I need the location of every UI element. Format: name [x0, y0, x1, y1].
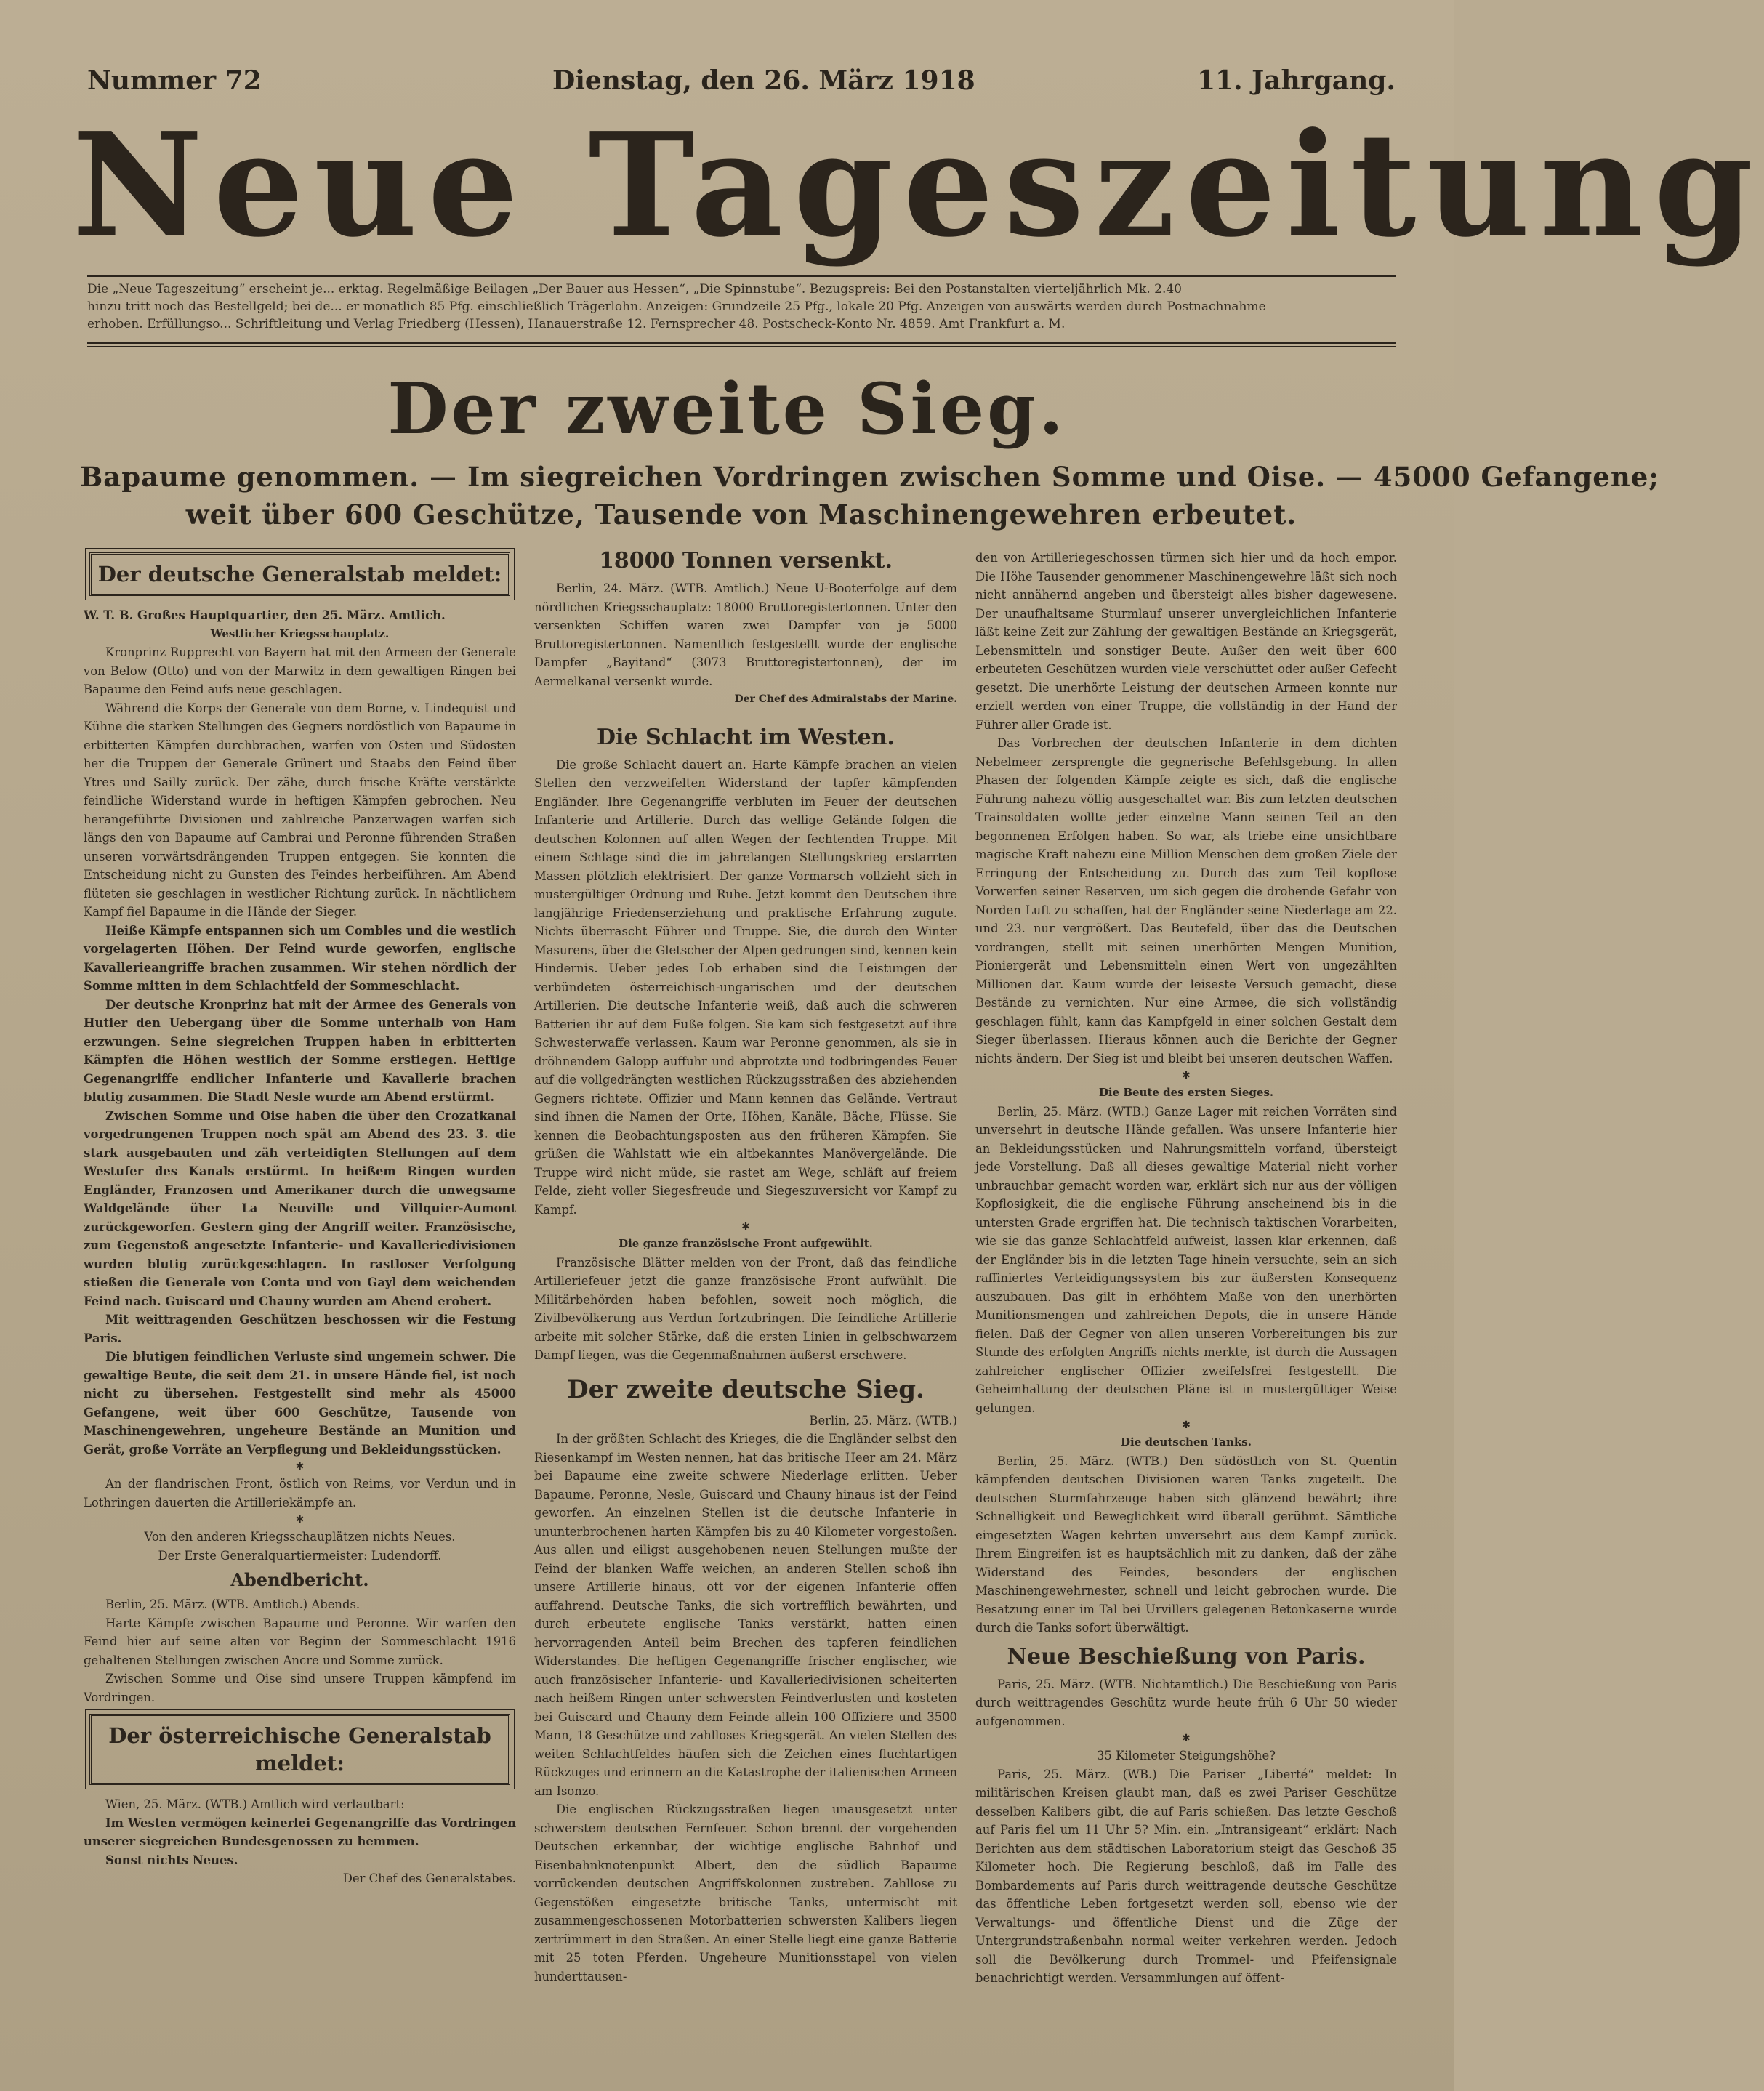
article-paragraph: Berlin, 25. März. (WTB.) Den südöstlich von St. Quentin kämpfenden deutschen Divisionen waren Tanks zugeteilt. Die deutschen Sturmfahrzeuge haben sich glänzend bewährt; ihre Schnelligkeit und Beweglichkeit wird überall gerühmt. Sämtliche eingesetzten Wagen kehrten unversehrt aus dem Kampf zurück. Ihrem Eingreifen ist es hauptsächlich mit zu danken, daß der zähe Widerstand des Feindes, besonders der englischen Maschinengewehrnester, schnell und leicht gebrochen wurde. Die Besatzung einer im Tal bei Urvillers gelegenen Betonkaserne wurde durch die Tanks sofort überwältigt. [975, 1454, 1397, 1635]
signature: Der Erste Generalquartiermeister: Ludendorff. [158, 1548, 442, 1563]
dateline: Berlin, 25. März. (WTB. Amtlich.) Abends. [105, 1598, 361, 1611]
publication-info-line: hinzu tritt noch das Bestellgeld; bei de... er monatlich 85 Pfg. einschließlich Trägerlohn. Anzeigen: Grundzeile 25 Pfg., lokale 20 Pfg. Anzeigen von auswärts werden durch Postnachnahme [87, 299, 1266, 314]
article-paragraph: Paris, 25. März. (WB.) Die Pariser „Liberté“ meldet: In militärischen Kreisen glaubt man, daß es zwei Pariser Geschütze desselben Kalibers gibt, die auf Paris schießen. Das letzte Geschoß auf Paris fiel um 11 Uhr 5? Min. ein. „Intransigeant“ erklärt: Nach Berichten aus dem städtischen Laboratorium steigt das Geschoß 35 Kilometer hoch. Die Regierung beschloß, daß im Falle des Bombardements auf Paris durch weittragende deutsche Geschütze das öffentliche Leben fortgesetzt werden soll, ebenso wie der Verwaltungs- und öffentliche Dienst und die Züge der Untergrundstraßenbahn normal weiter verkehren werden. Jedoch soll die Bevölkerung durch Trommel- und Pfeifensignale benachrichtigt werden. Versammlungen auf öffent- [975, 1767, 1397, 1985]
ornament-icon: ✱ [295, 1514, 305, 1526]
dateline: W. T. B. Großes Hauptquartier, den 25. März. Amtlich. [84, 608, 446, 622]
article-paragraph: Kronprinz Rupprecht von Bayern hat mit den Armeen der Generale von Below (Otto) und von der Marwitz in dem gewaltigen Ringen bei Bapaume den Feind aufs neue geschlagen. [84, 645, 516, 696]
article-paragraph: Das Vorbrechen der deutschen Infanterie in dem dichten Nebelmeer zersprengte die gegnerische Befehlsgebung. In allen Phasen der folgenden Kämpfe zeigte es sich, daß die englische Führung nahezu völlig ausgeschaltet war. Bis zum letzten deutschen Trainsoldaten wollte jeder einzelne Mann seinen Teil an den begonnenen Erfolgen haben. So war, als triebe eine unsichtbare magische Kraft nahezu eine Million Menschen dem großen Ziele der Erringung der Entscheidung zu. Durch das zum Teil kopflose Vorwerfen seiner Reserven, um sich gegen die drohende Gefahr von Norden Luft zu schaffen, hat der Engländer seine Niederlage am 22. und 23. nur vergrößert. Das Beutefeld, über das die Deutschen vordrangen, stellt mit seinen unerhörten Mengen Munition, Pioniergerät und Lebensmitteln einen Wert von ungezählten Millionen dar. Kaum wurde der leiseste Versuch gemacht, diese Bestände zu vernichten. Nur eine Armee, die sich vollständig geschlagen fühlt, kann das Kampfgeld in einer solchen Gestalt dem Sieger überlassen. Hieraus können auch die Berichte der Gegner nichts ändern. Der Sieg ist und bleibt bei unseren deutschen Waffen. [975, 736, 1397, 1065]
column-3 [975, 549, 1397, 2079]
box-heading-austrian-staff: Der österreichische Generalstab meldet: [89, 1714, 510, 1785]
box-heading-german-staff: Der deutsche Generalstab meldet: [89, 552, 510, 596]
signature: Der Chef des Generalstabes. [342, 1872, 516, 1885]
section-subhead: Die deutschen Tanks. [1121, 1435, 1252, 1449]
article-paragraph: Zwischen Somme und Oise sind unsere Truppen kämpfend im Vordringen. [84, 1672, 516, 1704]
article-paragraph: Wien, 25. März. (WTB.) Amtlich wird verlautbart: [105, 1797, 405, 1811]
article-paragraph: Berlin, 24. März. (WTB. Amtlich.) Neue U-Booterfolge auf dem nördlichen Kriegsschauplatz: 18000 Bruttoregistertonnen. Unter den versenkten Schiffen waren zwei Dampfer von je 5000 Bruttoregistertonnen. Namentlich festgestellt wurde der englische Dampfer „Bayitand“ (3073 Bruttoregistertonnen), der im Aermelkanal versenkt wurde. [534, 581, 957, 688]
article-paragraph: den von Artilleriegeschossen türmen sich hier und da hoch empor. Die Höhe Tausender genommener Maschinengewehre läßt sich noch nicht annähernd angeben und übersteigt alles bisher dagewesene. Der unaufhaltsame Sturmlauf unserer unvergleichlichen Infanterie läßt keine Zeit zur Zählung der gewaltigen Bestände an Kriegsgerät, Lebensmitteln und sonstiger Beute. Außer den weit über 600 erbeuteten Geschützen wurden viele verschüttet oder außer Gefecht gesetzt. Die unerhörte Leistung der deutschen Armeen konnte nur erzielt werden von einer Truppe, die vollständig in der Hand der Führer aller Grade ist. [975, 551, 1397, 732]
ornament-icon: ✱ [1182, 1070, 1191, 1081]
signature: Der Chef des Admiralstabs der Marine. [734, 693, 957, 705]
sub-headline-line: weit über 600 Geschütze, Tausende von Maschinengewehren erbeutet. [185, 499, 1297, 531]
article-paragraph: Sonst nichts Neues. [105, 1853, 238, 1867]
ornament-icon: ✱ [295, 1461, 305, 1472]
section-subhead: Westlicher Kriegsschauplatz. [210, 627, 390, 640]
publication-info [87, 281, 1396, 333]
article-paragraph: Der deutsche Kronprinz hat mit der Armee des Generals von Hutier den Uebergang über die Somme unterhalb von Ham erzwungen. Seine siegreichen Truppen haben in erbitterten Kämpfen die Höhen westlich der Somme erstiegen. Heftige Gegenangriffe endlicher Infanterie und Kavallerie brachen blutig zusammen. Die Stadt Nesle wurde am Abend erstürmt. [84, 997, 516, 1104]
article-paragraph: Harte Kämpfe zwischen Bapaume und Peronne. Wir warfen den Feind hier auf seine alten vor Beginn der Sommeschlacht 1916 gehaltenen Stellungen zwischen Ancre und Somme zurück. [84, 1616, 516, 1667]
issue-number: Nummer 72 [87, 65, 262, 96]
article-paragraph: Während die Korps der Generale von dem Borne, v. Lindequist und Kühne die starken Stellungen des Gegners nordöstlich von Bapaume in erbitterten Kämpfen durchbrachen, warfen von Osten und Südosten her die Truppen der Generale Grünert und Staabs den Feind über Ytres und Sailly zurück. Der zähe, durch frische Kräfte verstärkte feindliche Widerstand wurde in heftigen Kämpfen gebrochen. Neu herangeführte Divisionen und zahlreiche Panzerwagen warfen sich längs den von Bapaume auf Cambrai und Peronne führenden Straßen unseren vorwärtsdrängenden Truppen entgegen. Sie konnten die Entscheidung nicht zu Gunsten des Feindes herbeiführen. Am Abend flüteten sie geschlagen in westlicher Richtung zurück. In nächtlichem Kampf fiel Bapaume in die Hände der Sieger. [84, 701, 516, 919]
ornament-icon: ✱ [1182, 1733, 1191, 1744]
header-rule-bottom [87, 342, 1396, 344]
column-1 [84, 545, 516, 2079]
article-paragraph: Mit weittragenden Geschützen beschossen wir die Festung Paris. [84, 1313, 516, 1345]
article-paragraph: Heiße Kämpfe entspannen sich um Combles und die westlich vorgelagerten Höhen. Der Feind wurde geworfen, englische Kavallerieangriffe brachen zusammen. Wir stehen nördlich der Somme mitten in dem Schlachtfeld der Sommeschlacht. [84, 923, 516, 993]
article-paragraph: Die blutigen feindlichen Verluste sind ungemein schwer. Die gewaltige Beute, die seit dem 21. in unsere Hände fiel, ist noch nicht zu übersehen. Festgestellt sind mehr als 45000 Gefangene, weit über 600 Geschütze, Tausende von Maschinengewehren, ungeheure Bestände an Munition und Gerät, große Vorräte an Verpflegung und Bekleidungsstücken. [84, 1350, 516, 1457]
article-paragraph: Zwischen Somme und Oise haben die über den Crozatkanal vorgedrungenen Truppen noch spät am Abend des 23. 3. die stark ausgebauten und zäh verteidigten Stellungen auf dem Westufer des Kanals erstürmt. In heißem Ringen wurden Engländer, Franzosen und Amerikaner durch die unwegsame Waldgelände über La Neuville und Villquier-Aumont zurückgeworfen. Gestern ging der Angriff weiter. Französische, zum Gegenstoß angesetzte Infanterie- und Kavalleriedivisionen wurden blutig zurückgeschlagen. In rastloser Verfolgung stießen die Generale von Conta und von Gayl dem weichenden Feind nach. Guiscard und Chauny wurden am Abend erobert. [84, 1108, 516, 1308]
article-heading-zweite-sieg: Der zweite deutsche Sieg. [567, 1374, 925, 1404]
sub-headline [80, 458, 1659, 533]
article-paragraph: Berlin, 25. März. (WTB.) Ganze Lager mit reichen Vorräten sind unversehrt in deutsche Hände gefallen. Was unsere Infanterie hier an Bekleidungsstücken und Nahrungsmitteln vorfand, übersteigt jede Vorstellung. Daß all dieses gewaltige Material nicht vorher unbrauchbar gemacht worden war, erklärt sich nur aus der völligen Kopflosigkeit, die die englische Führung anscheinend bis in die untersten Grade ergriffen hat. Die technisch taktischen Vorarbeiten, wie sie das ganze Schlachtfeld aufweist, lassen klar erkennen, daß der Engländer bis in die letzten Tage hinein versuchte, sein an sich raffiniertes Verteidigungssystem bis zur äußersten Konsequenz auszubauen. Das gilt in erhöhtem Maße von den unerhörten Munitionsmengen und zahlreichen Depots, die in unsere Hände fielen. Daß der Gegner von allen unseren Vorbereitungen bis zur Stunde des erfolgten Angriffs nichts merkte, ist durch die Aussagen zahlreicher englischer Offizier zweifelsfrei festgestellt. Die Geheimhaltung der deutschen Pläne ist in mustergültiger Weise gelungen. [975, 1104, 1397, 1415]
publication-info-line: erhoben. Erfüllungso... Schriftleitung und Verlag Friedberg (Hessen), Hanauerstraße 12. Fernsprecher 48. Postscheck-Konto Nr. 4859. Amt Frankfurt a. M. [87, 317, 1066, 331]
masthead-top-line [87, 65, 1396, 102]
ornament-icon: ✱ [741, 1221, 750, 1233]
article-paragraph: Die große Schlacht dauert an. Harte Kämpfe brachen an vielen Stellen den verzweifelten Widerstand der tapfer kämpfenden Engländer. Ihre Gegenangriffe verbluten im Feuer der deutschen Infanterie und Artillerie. Durch das wellige Gelände folgen die deutschen Kolonnen auf allen Wegen der fechtenden Truppe. Mit einem Schlage sind die im jahrelangen Stellungskrieg erstarrten Massen plötzlich elektrisiert. Der ganze Vormarsch vollzieht sich in mustergültiger Ordnung und Ruhe. Jetzt kommt den Deutschen ihre langjährige Friedenserziehung und praktische Erfahrung zugute. Nichts überrascht Führer und Truppe. Sie, die durch den Winter Masurens, über die Gletscher der Alpen gedrungen sind, kennen kein Hindernis. Ueber jedes Lob erhaben sind die Leistungen der verbündeten österreichisch-ungarischen und der deutschen Artillerien. Die deutsche Infanterie weiß, daß auch die schweren Batterien ihr auf dem Fuße folgen. Sie kam sich festgesetzt auf ihre Schwesterwaffe verlassen. Kaum war Peronne genommen, als sie in dröhnendem Galopp auffuhr und abprotzte und todbringendes Feuer auf die vollgedrängten westlichen Rückzugsstraßen des abziehenden Gegners richtete. Offizier und Mann kennen das Gelände. Vertraut sind ihnen die Namen der Orte, Höhen, Kanäle, Bäche, Flüsse. Sie kennen die Beobachtungsposten aus den früheren Kämpfen. Sie grüßen die Wahlstatt wie ein altbekanntes Manövergelände. Die Truppe wird nicht müde, sie rastet am Wege, schläft auf freiem Felde, zieht voller Siegesfreude und Siegeszuversicht vor Kampf zu Kampf. [534, 757, 957, 1217]
column-2 [534, 541, 957, 2079]
section-subhead: Die ganze französische Front aufgewühlt. [619, 1237, 873, 1250]
dateline: Berlin, 25. März. (WTB.) [809, 1413, 957, 1427]
publication-info-line: Die „Neue Tageszeitung“ erscheint je... erktag. Regelmäßige Beilagen „Der Bauer aus Hessen“, „Die Spinnstube“. Bezugspreis: Bei den Postanstalten vierteljährlich Mk. 2.40 [87, 282, 1182, 297]
section-subhead: Die Beute des ersten Sieges. [1098, 1086, 1274, 1099]
main-headline: Der zweite Sieg. [387, 368, 1066, 450]
article-paragraph: In der größten Schlacht des Krieges, die die Engländer selbst den Riesenkampf im Westen nennen, hat das britische Heer am 24. März bei Bapaume eine zweite schwere Niederlage erlitten. Ueber Bapaume, Peronne, Nesle, Guiscard und Chauny hinaus ist der Feind geworfen. An einzelnen Stellen ist die deutsche Infanterie in ununterbrochenen harten Kämpfen bis zu 40 Kilometer vorgestoßen. Aus allen und eiligst ausgehobenen neuen Stellungen mußte der Feind der blanken Waffe weichen, an anderen Stellen schoß ihn unsere Artillerie hinaus, ott vor der eigenen Infanterie offen auffahrend. Deutsche Tanks, die sich vortrefflich bewährten, und durch erbeutete englische Tanks verstärkt, hatten einen hervorragenden Anteil beim Brechen des tapferen feindlichen Widerstandes. Die heftigen Gegenangriffe frischer englischer, wie auch französischer Infanterie- und Kavalleriedivisionen scheiterten nach heißem Ringen unter schwersten Feindverlusten und kosteten bei Guiscard und Chauny dem Feinde allein 100 Offiziere und 3500 Mann, 18 Geschütze und zahlloses Kriegsgerät. An vielen Stellen des weiten Schlachtfeldes häufen sich die Zeichen eines fluchtartigen Rückzuges und erinnern an die Katastrophe der italienischen Armeen am Isonzo. [534, 1432, 957, 1798]
sub-headline-line: Bapaume genommen. — Im siegreichen Vordringen zwischen Somme und Oise. — 45000 Gefangene; [80, 461, 1659, 493]
article-paragraph: Von den anderen Kriegsschauplätzen nichts Neues. [144, 1530, 456, 1544]
section-subhead: 35 Kilometer Steigungshöhe? [1097, 1749, 1276, 1762]
issue-date: Dienstag, den 26. März 1918 [552, 65, 975, 96]
article-paragraph: Im Westen vermögen keinerlei Gegenangriffe das Vordringen unserer siegreichen Bundesgenossen zu hemmen. [84, 1816, 516, 1848]
article-heading-paris: Neue Beschießung von Paris. [1007, 1643, 1366, 1669]
article-paragraph: Französische Blätter melden von der Front, daß das feindliche Artilleriefeuer jetzt die ganze französische Front aufwühlt. Die Militärbehörden haben befohlen, soweit noch möglich, die Zivilbevölkerung aus Verdun fortzubringen. Die feindliche Artillerie arbeite mit solcher Stärke, daß die ersten Linien in gelbschwarzem Dampf liegen, was die Gegenmaßnahmen äußerst erschwere. [534, 1255, 957, 1362]
article-paragraph: An der flandrischen Front, östlich von Reims, vor Verdun und in Lothringen dauerten die Artilleriekämpfe an. [84, 1477, 516, 1510]
ornament-icon: ✱ [1182, 1419, 1191, 1431]
article-heading-tonnen: 18000 Tonnen versenkt. [599, 548, 893, 573]
volume-year: 11. Jahrgang. [1196, 65, 1396, 96]
article-paragraph: Paris, 25. März. (WTB. Nichtamtlich.) Die Beschießung von Paris durch weittragendes Geschütz wurde heute früh 6 Uhr 50 wieder aufgenommen. [975, 1677, 1397, 1728]
article-paragraph: Die englischen Rückzugsstraßen liegen unausgesetzt unter schwerstem deutschen Fernfeuer. Schon brennt der vorgehenden Deutschen erkennbar, der wichtige englische Bahnhof und Eisenbahnknotenpunkt Albert, den die südlich Bapaume vorrückenden deutschen Angriffskolonnen zustreben. Zahllose zu Gegenstößen eingesetzte britische Tanks, untermischt mit zusammengeschossenen Motorbatterien schwersten Kalibers liegen zertrümmert in den Straßen. An einer Stelle liegt eine ganze Batterie mit 25 toten Pferden. Ungeheure Munitionsstapel von vielen hunderttausen- [534, 1802, 957, 1983]
section-heading-abendbericht: Abendbericht. [230, 1569, 369, 1590]
article-heading-schlacht: Die Schlacht im Westen. [597, 724, 895, 750]
newspaper-title: Neue Tageszeitung [73, 102, 1764, 269]
header-rule-bottom-thin [87, 346, 1396, 347]
header-rule-top [87, 275, 1396, 277]
